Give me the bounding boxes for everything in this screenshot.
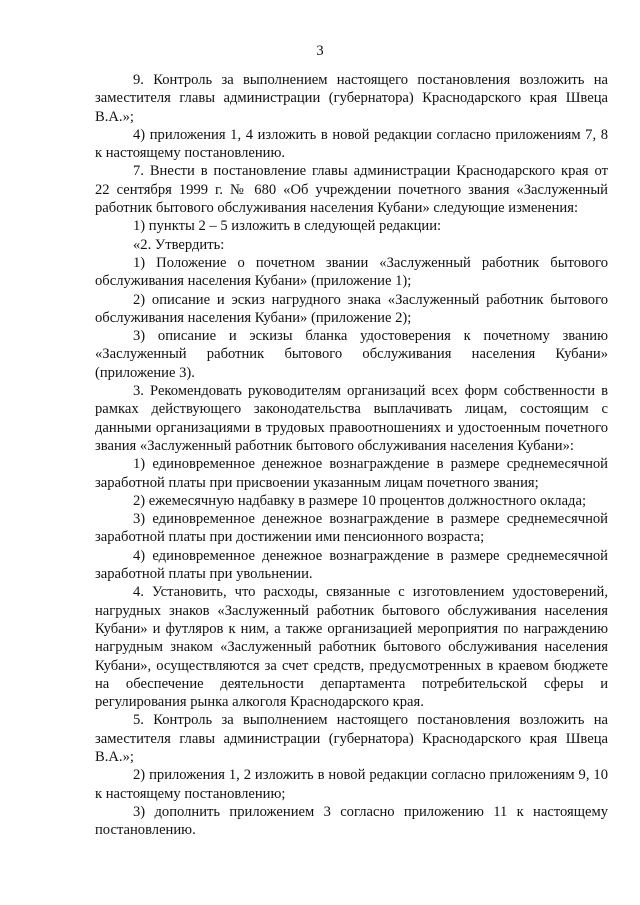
paragraph-badge-sketch: 2) описание и эскиз нагрудного знака «Заслуженный работник бытового обслуживания населения Кубани» (приложение 2);	[95, 291, 608, 326]
paragraph-recommend: 3. Рекомендовать руководителям организаций всех форм собственности в рамках действующего законодательства выплачивать лицам, состоящим с данными организациями в трудовых правоотношениях и удостоенным почетного звания «Заслуженный работник бытового обслуживания населения Кубани»:	[95, 383, 608, 454]
paragraph-payment-3: 3) единовременное денежное вознаграждение в размере среднемесячной заработной платы при достижении ими пенсионного возраста;	[95, 511, 608, 546]
paragraph-control-9: 9. Контроль за выполнением настоящего постановления возложить на заместителя главы администрации (губернатора) Краснодарского края Швеца В.А.»;	[95, 72, 608, 125]
paragraph-appendices-9-10: 2) приложения 1, 2 изложить в новой редакции согласно приложениям 9, 10 к настоящему постановлению;	[95, 767, 608, 802]
paragraph-amend-decree-680: 7. Внести в постановление главы администрации Краснодарского края от 22 сентября 1999 г. № 680 «Об учреждении почетного звания «Заслуженный работник бытового обслуживания населения Кубани» следующие изменения:	[95, 163, 608, 217]
paragraph-appendices-7-8: 4) приложения 1, 4 изложить в новой редакции согласно приложениям 7, 8 к настоящему постановлению.	[95, 126, 608, 162]
paragraph-control-5: 5. Контроль за выполнением настоящего постановления возложить на заместителя главы администрации (губернатора) Краснодарского края Швеца В.А.»;	[95, 712, 608, 765]
paragraph-appendix-11: 3) дополнить приложением 3 согласно приложению 11 к настоящему постановлению.	[95, 803, 608, 839]
paragraph-payment-2: 2) ежемесячную надбавку в размере 10 процентов должностного оклада;	[133, 492, 587, 509]
paragraph-points-2-5: 1) пункты 2 – 5 изложить в следующей редакции:	[133, 218, 442, 235]
paragraph-payment-4: 4) единовременное денежное вознаграждение в размере среднемесячной заработной платы при увольнении.	[95, 547, 608, 583]
document-body	[95, 71, 608, 839]
paragraph-approve: «2. Утвердить:	[133, 236, 225, 253]
paragraph-payment-1: 1) единовременное денежное вознаграждение в размере среднемесячной заработной платы при присвоении указанным лицам почетного звания;	[95, 456, 608, 491]
page-number: 3	[316, 43, 324, 59]
paragraph-certificate-sketch: 3) описание и эскизы бланка удостоверения к почетному званию «Заслуженный работник бытового обслуживания населения Кубани» (приложение 3).	[95, 328, 608, 381]
paragraph-regulation: 1) Положение о почетном звании «Заслуженный работник бытового обслуживания населения Кубани» (приложение 1);	[95, 254, 608, 290]
paragraph-expenses: 4. Установить, что расходы, связанные с изготовлением удостоверений, нагрудных знаков «Заслуженный работник бытового обслуживания населения Кубани» и футляров к ним, а также организацией мероприятия по награждению нагрудным знаком «Заслуженный работник бытового обслуживания населения Кубани», осуществляются за счет средств, предусмотренных в краевом бюджете на обеспечение деятельности департамента потребительской сферы и регулирования рынка алкоголя Краснодарского края.	[95, 584, 608, 711]
